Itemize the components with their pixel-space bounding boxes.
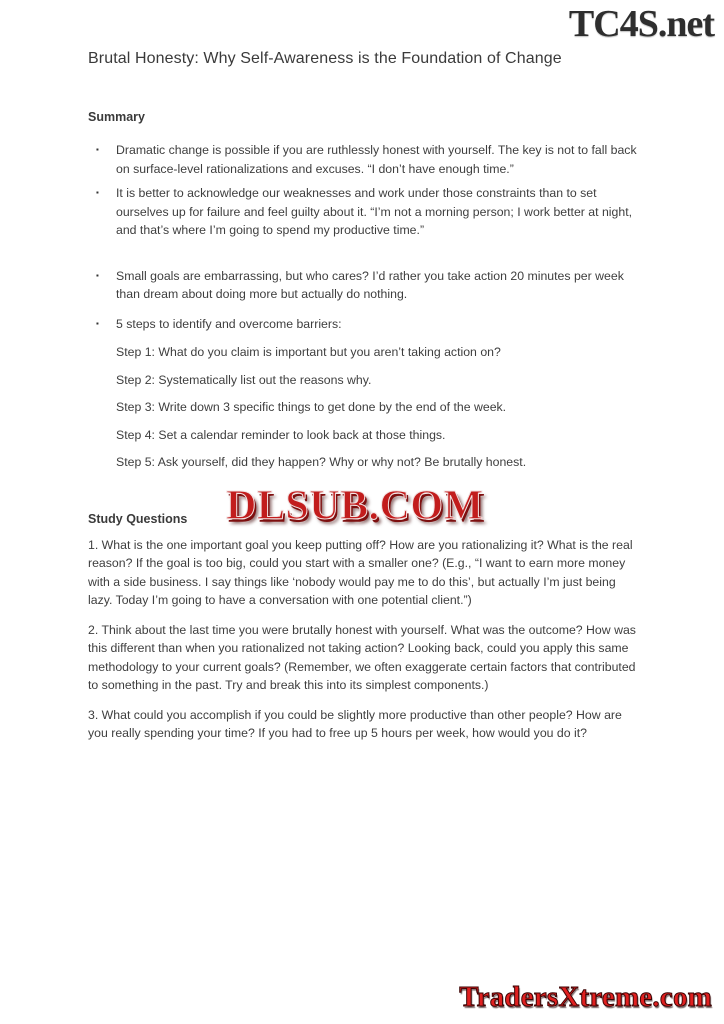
watermark-tc4s: TC4S.net xyxy=(568,3,714,45)
study-question-paragraph: 1. What is the one important goal you keep putting off? How are you rationalizing it? What is the real reason? If the goal is too big, could you start with a smaller one? (E.g., “I want to earn more money with a side business. I say things like ‘nobody would pay me to do this’, but actually I’m just being lazy. Today I’m going to have a conversation with one potential client.”) xyxy=(88,537,633,607)
document-content xyxy=(88,0,637,743)
step-item: Step 1: What do you claim is important but you aren’t taking action on? xyxy=(116,345,501,359)
bullet-text: It is better to acknowledge our weaknesses and work under those constraints than to set ourselves up for failure and feel guilty about it. “I’m not a morning person; I work better at night, and that’s where I’m going to spend my productive time.” xyxy=(116,186,633,237)
summary-bullet xyxy=(88,184,637,240)
study-question-paragraph: 3. What could you accomplish if you could be slightly more productive than other people? How are you really spending your time? If you had to free up 5 hours per week, how would you do it? xyxy=(88,707,622,740)
summary-bullet-list xyxy=(88,141,637,333)
study-questions-heading: Study Questions xyxy=(88,511,188,526)
step-item: Step 3: Write down 3 specific things to get done by the end of the week. xyxy=(116,400,507,414)
step-item: Step 4: Set a calendar reminder to look back at those things. xyxy=(116,427,446,442)
bullet-marker-icon: ▪ xyxy=(96,270,99,280)
bullet-text: Dramatic change is possible if you are ruthlessly honest with yourself. The key is not to fall back on surface-level rationalizations and excuses. “I don’t have enough time.” xyxy=(116,143,637,176)
study-question-paragraph: 2. Think about the last time you were brutally honest with yourself. What was the outcome? How was this different than when you rationalized not taking action? Looking back, could you apply this same methodology to your current goals? (Remember, we often exaggerate certain factors that contributed to something in the past. Try and break this into its simplest components.) xyxy=(88,622,636,692)
bullet-text: 5 steps to identify and overcome barriers: xyxy=(116,316,342,331)
bullet-marker-icon: ▪ xyxy=(96,145,99,154)
steps-list xyxy=(116,343,637,472)
bullet-marker-icon: ▪ xyxy=(96,188,99,197)
summary-heading: Summary xyxy=(88,110,145,124)
summary-bullet xyxy=(88,315,637,334)
step-item: Step 5: Ask yourself, did they happen? Why or why not? Be brutally honest. xyxy=(116,455,527,469)
summary-bullet xyxy=(88,267,637,304)
summary-bullet xyxy=(88,141,637,178)
page-title: Brutal Honesty: Why Self-Awareness is the Foundation of Change xyxy=(88,50,562,67)
step-item: Step 2: Systematically list out the reasons why. xyxy=(116,372,372,387)
bullet-text: Small goals are embarrassing, but who cares? I’d rather you take action 20 minutes per week than dream about doing more but actually do nothing. xyxy=(116,268,624,301)
bullet-marker-icon: ▪ xyxy=(96,318,99,328)
watermark-dlsub: DLSUB.COM xyxy=(226,483,484,529)
watermark-tradersxtreme: TradersXtreme.com xyxy=(459,981,712,1013)
